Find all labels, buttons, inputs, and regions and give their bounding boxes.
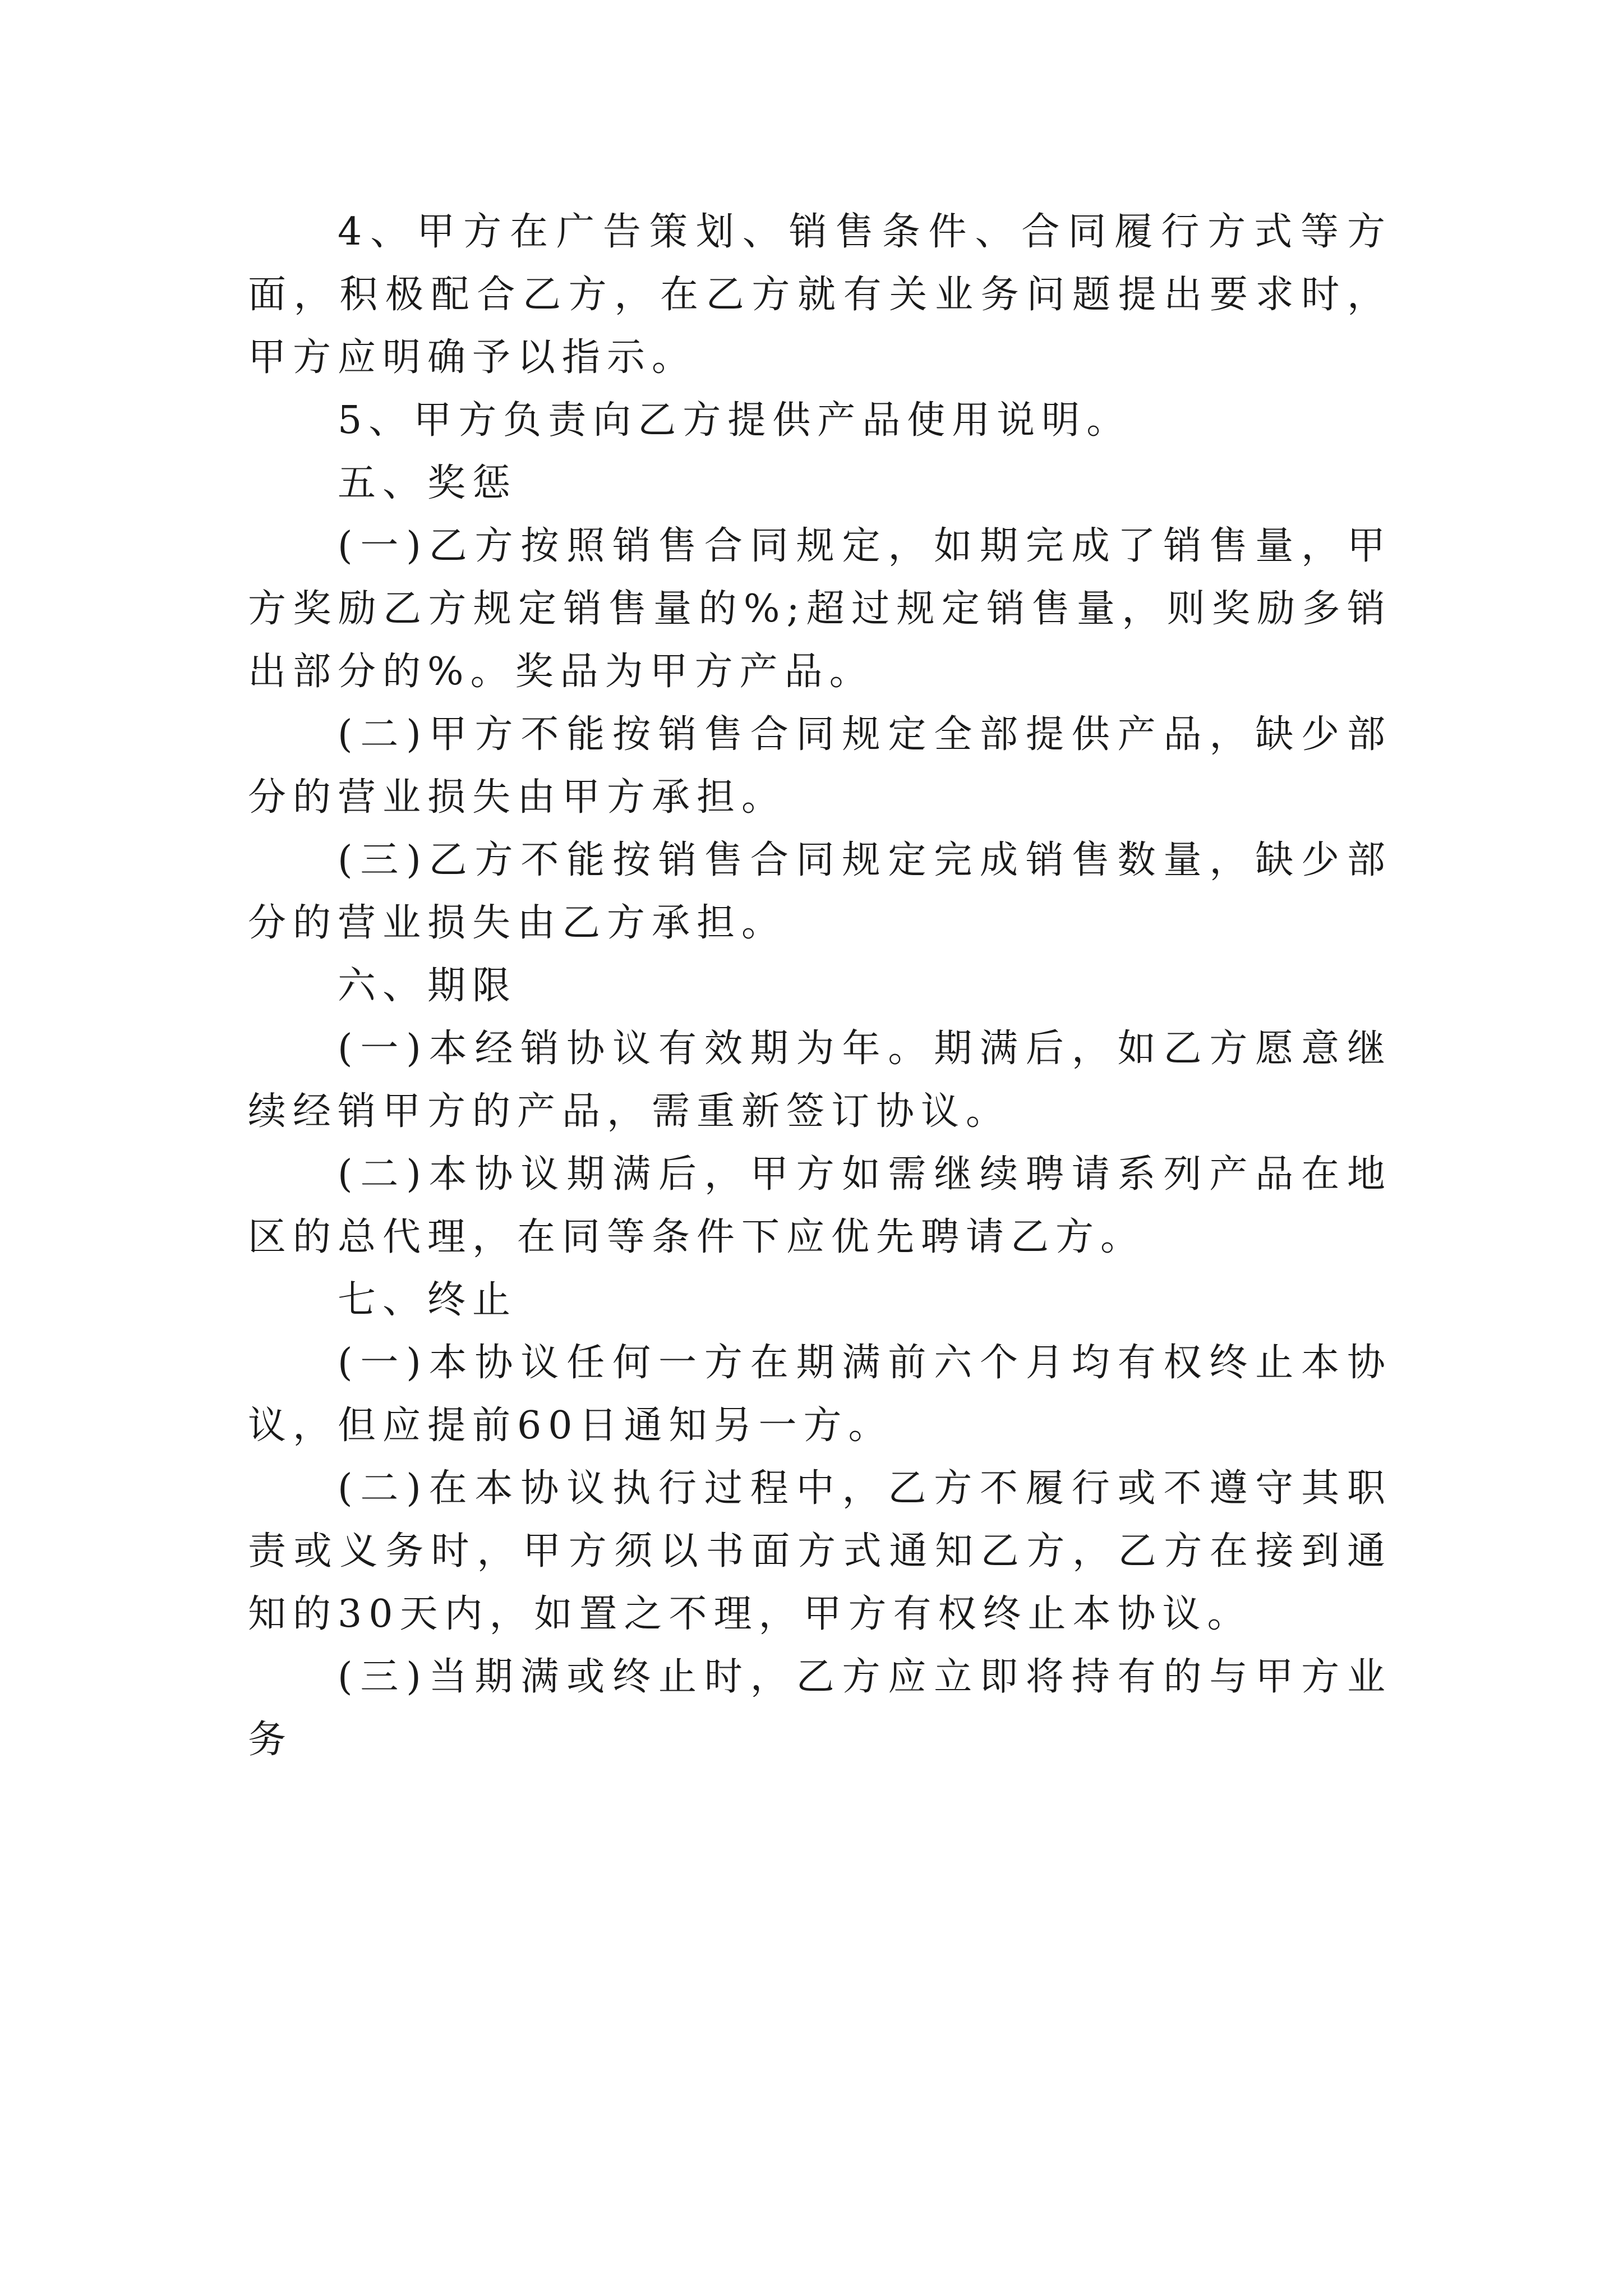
clause-6-2: (二)本协议期满后，甲方如需继续聘请系列产品在地区的总代理，在同等条件下应优先聘请乙方。 bbox=[248, 1152, 1392, 1259]
section-6-heading: 六、期限 bbox=[338, 964, 518, 1008]
clause-5-3: (三)乙方不能按销售合同规定完成销售数量，缺少部分的营业损失由乙方承担。 bbox=[248, 838, 1392, 945]
clause-5-2: (二)甲方不能按销售合同规定全部提供产品，缺少部分的营业损失由甲方承担。 bbox=[248, 712, 1392, 820]
clause-4-4: 4、甲方在广告策划、销售条件、合同履行方式等方面，积极配合乙方，在乙方就有关业务问题提出要求时，甲方应明确予以指示。 bbox=[248, 210, 1392, 380]
clause-7-3: (三)当期满或终止时，乙方应立即将持有的与甲方业务 bbox=[248, 1655, 1392, 1762]
section-5-heading: 五、奖惩 bbox=[338, 461, 518, 505]
section-7-heading: 七、终止 bbox=[338, 1278, 518, 1322]
clause-7-2: (二)在本协议执行过程中，乙方不履行或不遵守其职责或义务时，甲方须以书面方式通知乙方，乙方在接到通知的30天内，如置之不理，甲方有权终止本协议。 bbox=[248, 1466, 1392, 1636]
clause-7-1: (一)本协议任何一方在期满前六个月均有权终止本协议，但应提前60日通知另一方。 bbox=[248, 1341, 1392, 1448]
document-body bbox=[248, 201, 1392, 1772]
clause-5-1: (一)乙方按照销售合同规定，如期完成了销售量，甲方奖励乙方规定销售量的%;超过规定销售量，则奖励多销出部分的%。奖品为甲方产品。 bbox=[248, 524, 1392, 694]
clause-4-5: 5、甲方负责向乙方提供产品使用说明。 bbox=[338, 398, 1132, 443]
clause-6-1: (一)本经销协议有效期为年。期满后，如乙方愿意继续经销甲方的产品，需重新签订协议。 bbox=[248, 1027, 1392, 1134]
